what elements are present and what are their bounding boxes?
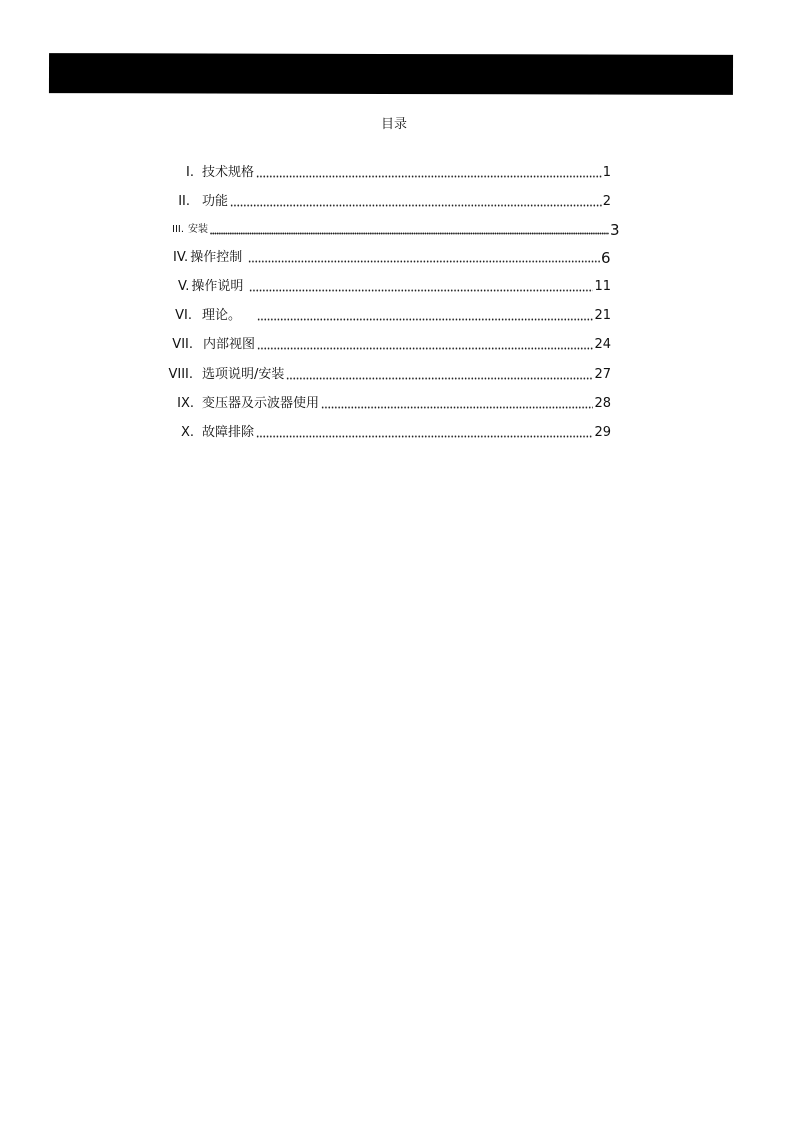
toc-entry-label: 技术规格 — [202, 165, 255, 180]
toc-entry-number: II. — [178, 194, 190, 209]
toc-entry-label: 操作说明 — [191, 279, 244, 294]
toc-dot-leader — [256, 174, 602, 178]
toc-entry-page: 24 — [594, 337, 611, 352]
toc-entry-6[interactable] — [170, 308, 611, 324]
toc-dot-leader — [210, 231, 609, 235]
toc-dot-leader — [230, 203, 602, 207]
toc-entry-label: 变压器及示波器使用 — [202, 396, 320, 411]
toc-entry-page: 11 — [594, 279, 611, 294]
toc-entry-7[interactable] — [165, 337, 611, 353]
toc-entry-label: 故障排除 — [202, 425, 255, 440]
toc-entry-8[interactable] — [160, 367, 611, 383]
header-redaction-bar — [49, 53, 733, 95]
toc-entry-9[interactable] — [170, 396, 611, 412]
toc-entry-page: 6 — [600, 249, 611, 267]
toc-dot-leader — [248, 259, 600, 263]
toc-entry-label: 安装 — [188, 224, 209, 235]
toc-entry-number: III. — [172, 224, 185, 235]
toc-entry-label: 内部视图 — [203, 337, 256, 352]
toc-entry-page: 2 — [602, 194, 611, 209]
toc-entry-2[interactable] — [170, 194, 611, 210]
toc-title: 目录 — [380, 117, 407, 132]
toc-dot-leader — [257, 317, 593, 321]
toc-entry-label: 操作控制 — [190, 250, 243, 265]
toc-dot-leader — [321, 405, 593, 409]
toc-entry-5[interactable] — [178, 279, 611, 295]
toc-entry-number: I. — [186, 165, 194, 180]
toc-entry-number: VII. — [172, 337, 193, 352]
toc-entry-number: VIII. — [168, 367, 193, 382]
toc-entry-1[interactable] — [170, 165, 611, 181]
toc-entry-page: 21 — [594, 308, 611, 323]
toc-entry-page: 3 — [609, 221, 620, 239]
toc-entry-label: 功能 — [202, 194, 229, 209]
toc-dot-leader — [249, 288, 593, 292]
toc-entry-page: 28 — [594, 396, 611, 411]
toc-entry-number: IX. — [177, 396, 194, 411]
toc-entry-label: 选项说明/安装 — [202, 367, 285, 382]
toc-entry-page: 27 — [594, 367, 611, 382]
toc-dot-leader — [286, 376, 593, 380]
toc-dot-leader — [257, 346, 593, 350]
toc-entry-label: 理论。 — [202, 308, 242, 323]
toc-entry-number: V. — [178, 279, 190, 294]
toc-entry-number: X. — [180, 425, 194, 440]
toc-entry-number: IV. — [173, 250, 189, 265]
toc-entry-3[interactable] — [172, 222, 620, 238]
toc-entry-page: 1 — [602, 165, 611, 180]
toc-entry-number: VI. — [175, 308, 192, 323]
toc-entry-4[interactable] — [173, 250, 611, 266]
toc-entry-page: 29 — [594, 425, 611, 440]
toc-entry-10[interactable] — [170, 425, 611, 441]
toc-dot-leader — [256, 434, 593, 438]
